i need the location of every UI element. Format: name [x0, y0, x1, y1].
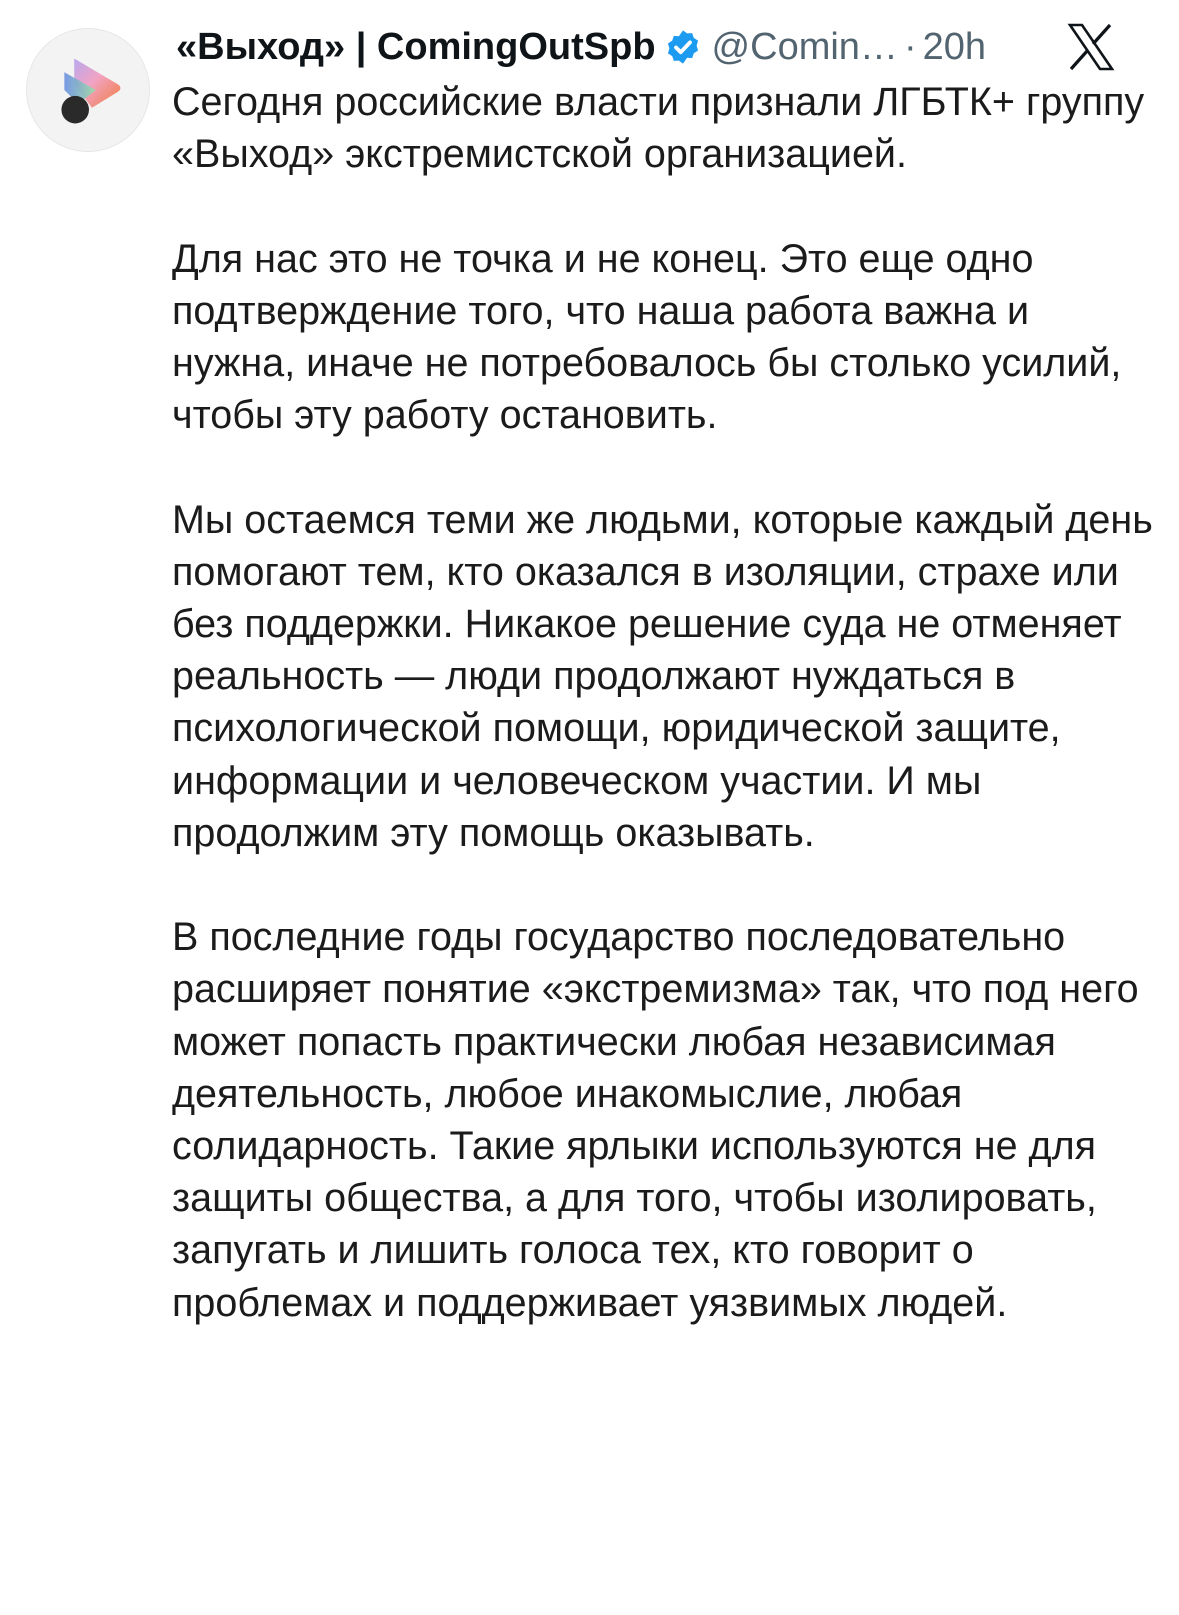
display-name[interactable]: «Выход» | ComingOutSpb [176, 26, 656, 68]
tweet-paragraph: В последние годы государство последовательно расширяет понятие «экстремизма» так, что под него может попасть практически любая независимая деятельность, любое инакомыслие, любая солидарность. Такие ярлыки используются не для защиты общества, а для того, чтобы изолировать, запугать и лишить голоса тех, кто говорит о проблемах и поддерживает уязвимых людей. [172, 915, 1139, 1325]
tweet-paragraph: Для нас это не точка и не конец. Это еще одно подтверждение того, что наша работа важна и нужна, иначе не потребовалось бы столько усилий, чтобы эту работу остановить. [172, 236, 1122, 438]
tweet-header [176, 18, 1136, 76]
tweet-paragraph: Сегодня российские власти признали ЛГБТК+ группу «Выход» экстремистской организацией. [172, 80, 1145, 177]
verified-badge-icon [664, 28, 702, 66]
timestamp[interactable]: 20h [922, 26, 986, 68]
user-handle[interactable]: @Comin… [711, 26, 898, 68]
x-logo-icon[interactable] [1066, 22, 1116, 72]
logo-icon [27, 29, 149, 151]
tweet-paragraph: Мы остаемся теми же людьми, которые каждый день помогают тем, кто оказался в изоляции, страхе или без поддержки. Никакое решение суда не отменяет реальность — люди продолжают нуждаться в психологической помощи, юридической защите, информации и человеческом участии. И мы продолжим эту помощь оказывать. [172, 497, 1153, 855]
separator-dot: · [903, 26, 917, 68]
tweet-text [172, 76, 1157, 1329]
avatar[interactable] [26, 28, 150, 152]
